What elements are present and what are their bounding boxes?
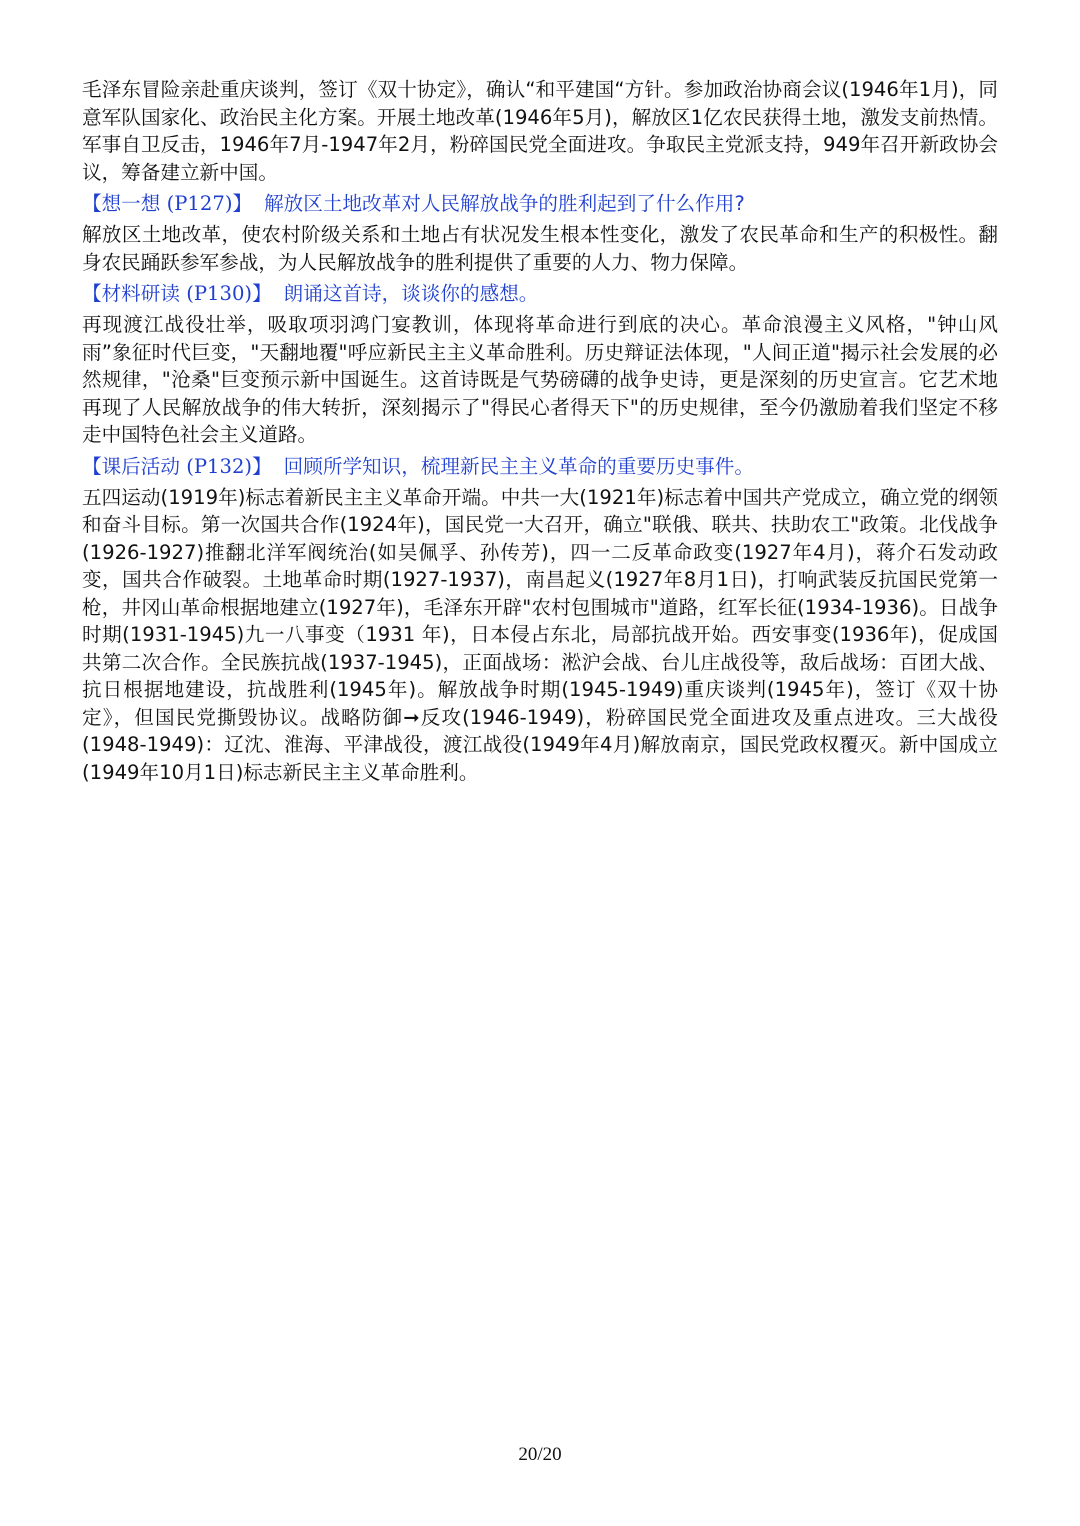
question-material — [82, 280, 998, 307]
paragraph-intro: 毛泽东冒险亲赴重庆谈判，签订《双十协定》，确认“和平建国“方针。参加政治协商会议(1946年1月)，同意军队国家化、政治民主化方案。开展土地改革(1946年5月)，解放区1亿农民获得土地，激发支前热情。军事自卫反击，1946年7月-1947年2月，粉碎国民党全面进攻。争取民主党派支持，949年召开新政协会议，筹备建立新中国。 — [82, 78, 998, 184]
question-think-label: 【想一想 (P127)】 — [82, 192, 253, 215]
question-think — [82, 190, 998, 217]
question-activity-label: 【课后活动 (P132)】 — [82, 454, 272, 478]
question-material-label: 【材料研读 (P130)】 — [82, 282, 272, 305]
answer-activity: 五四运动(1919年)标志着新民主主义革命开端。中共一大(1921年)标志着中国共产党成立，确立党的纲领和奋斗目标。第一次国共合作(1924年)，国民党一大召开，确立"联俄、联共、扶助农工"政策。北伐战争(1926-1927)推翻北洋军阀统治(如吴佩孚、孙传芳)，四一二反革命政变(1927年4月)，蒋介石发动政变，国共合作破裂。土地革命时期(1927-1937)，南昌起义(1927年8月1日)，打响武装反抗国民党第一枪，井冈山革命根据地建立(1927年)，毛泽东开辟"农村包围城市"道路，红军长征(1934-1936)。日战争时期(1931-1945)九一八事变（1931 年)，日本侵占东北，局部抗战开始。西安事变(1936年)，促成国共第二次合作。全民族抗战(1937-1945)，正面战场：淞沪会战、台儿庄战役等，敌后战场：百团大战、抗日根据地建设，抗战胜利(1945年)。解放战争时期(1945-1949)重庆谈判(1945年)，签订《双十协定》，但国民党撕毁协议。战略防御➞反攻(1946-1949)，粉碎国民党全面进攻及重点进攻。三大战役(1948-1949)：辽沈、淮海、平津战役，渡江战役(1949年4月)解放南京，国民党政权覆灭。新中国成立(1949年10月1日)标志新民主主义革命胜利。 — [82, 485, 998, 784]
question-activity — [82, 453, 998, 480]
question-activity-text: 回顾所学知识，梳理新民主主义革命的重要历史事件。 — [283, 454, 754, 478]
question-think-text: 解放区土地改革对人民解放战争的胜利起到了什么作用? — [264, 192, 745, 215]
answer-think: 解放区土地改革，使农村阶级关系和土地占有状况发生根本性变化，激发了农民革命和生产的积极性。翻身农民踊跃参军参战，为人民解放战争的胜利提供了重要的人力、物力保障。 — [82, 223, 998, 274]
question-material-text: 朗诵这首诗，谈谈你的感想。 — [283, 282, 539, 305]
document-page — [82, 76, 998, 790]
answer-material: 再现渡江战役壮举，吸取项羽鸿门宴教训，体现将革命进行到底的决心。革命浪漫主义风格，"钟山风雨”象征时代巨变，"天翻地覆"呼应新民主主义革命胜利。历史辩证法体现，"人间正道"揭示社会发展的必然规律，"沧桑"巨变预示新中国诞生。这首诗既是气势磅礴的战争史诗，更是深刻的历史宣言。它艺术地再现了人民解放战争的伟大转折，深刻揭示了"得民心者得天下"的历史规律，至今仍激励着我们坚定不移走中国特色社会主义道路。 — [82, 313, 998, 446]
page-number: 20/20 — [518, 1444, 562, 1465]
